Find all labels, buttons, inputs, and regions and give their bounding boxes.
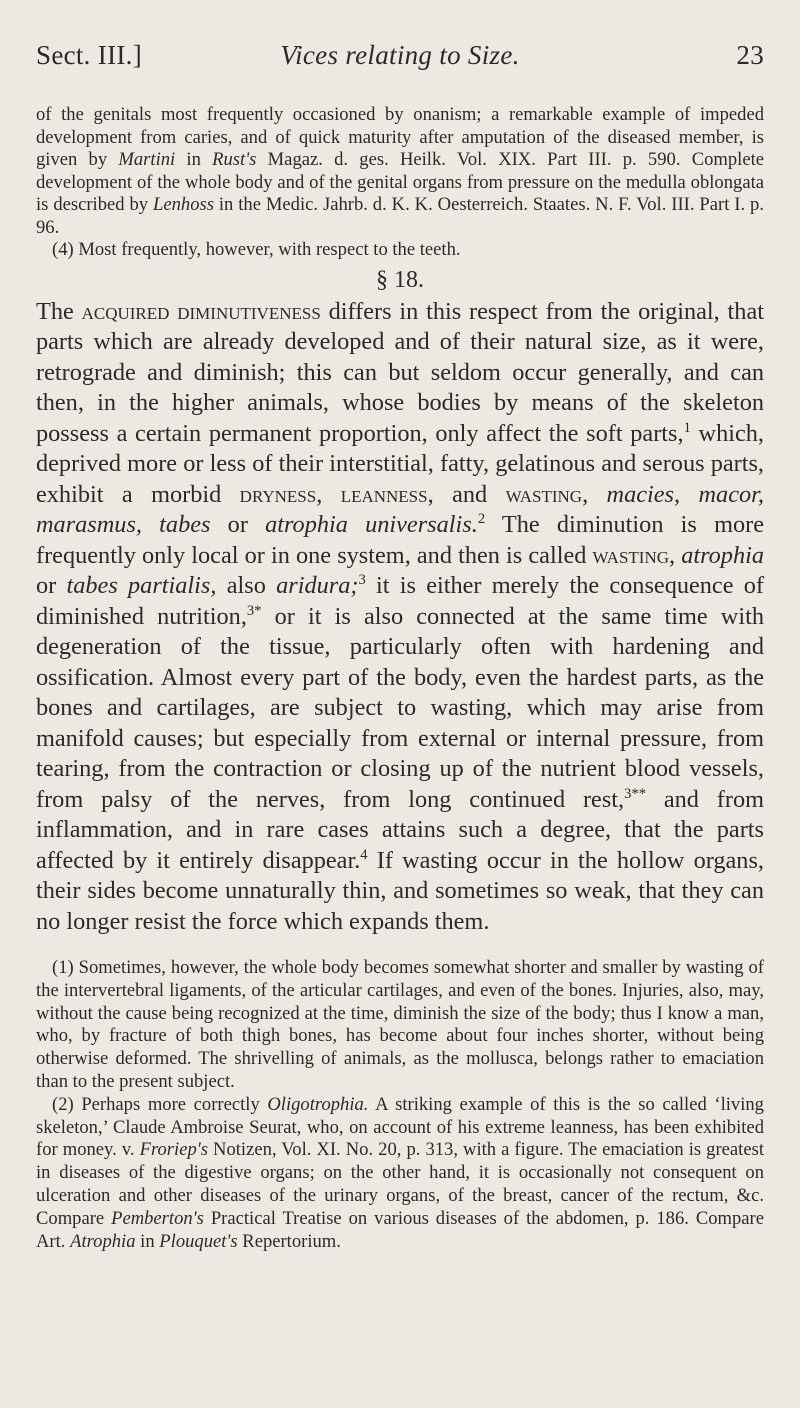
chapter-title: Vices relating to Size. xyxy=(280,40,520,70)
footnote-ref-3: 3 xyxy=(358,571,366,588)
footnotes xyxy=(36,957,764,1253)
main-paragraph: The acquired diminutiveness differs in this respect from the original, that parts which are already developed and of their natural size, as it were, retrograde and diminish; this can but seldom occur generally, and can then, in the higher animals, whose bodies by means of the skeleton possess a certain permanent proportion, only affect the soft parts,$^1$ which, deprived more or less of their interstitial, fatty, gelatinous and serous parts, exhibit a morbid dryness, leanness, and wasting, macies, macor, marasmus, tabes or atrophia universalis.$^2$ The diminution is more frequently only local or in one system, and then is called wasting, atrophia or tabes partialis, also aridura;$^3$ it is either merely the consequence of diminished nutrition,$^{3*}$ or it is also connected at the same time with degeneration of the tissue, particularly often with hardening and ossification. Almost every part of the body, even the hardest parts, as the bones and cartilages, are subject to wasting, which may arise from manifold causes; but especially from external or internal pressure, from tearing, from the contraction or closing up of the nutrient blood vessels, from palsy of the nerves, from long continued rest,$^{3**}$ and from inflammation, and in rare cases attains such a degree, that the parts affected by it entirely disappear.$^4$ If wasting occur in the hollow organs, their sides become unnaturally thin, and sometimes so weak, that they can no longer resist the force which expands them. xyxy=(36,297,765,935)
continued-footnotes xyxy=(36,104,764,262)
page-number: 23 xyxy=(736,40,764,70)
section-label: Sect. III.] xyxy=(36,40,143,70)
footnote-ref-3a: 3* xyxy=(246,602,262,619)
footnote-ref-4: 4 xyxy=(360,846,368,863)
running-head xyxy=(36,40,764,80)
section-heading: § 18. xyxy=(376,266,424,293)
footnote-ref-1: 1 xyxy=(683,419,691,436)
footnote-3-continued: of the genitals most frequently occasioned by onanism; a remarkable example of impeded development from caries, and of quick maturity after amputation of the diseased member, is given by Martini in Rust's Magaz. d. ges. Heilk. Vol. XIX. Part III. p. 590. Complete development of the whole body and of the genital organs from pressure on the medulla oblongata is described by Lenhoss in the Medic. Jahrb. d. K. K. Oesterreich. Staates. N. F. Vol. III. Part I. p. 96. xyxy=(36,104,765,238)
footnote-4: (4) Most frequently, however, with respect to the teeth. xyxy=(52,239,461,260)
footnote-1: (1) Sometimes, however, the whole body becomes somewhat shorter and smaller by wasting of the intervertebral ligaments, of the articular cartilages, and even of the bones. Injuries, also, may, without the cause being recognized at the time, diminish the size of the body; thus I know a man, who, by fracture of both thigh bones, has become about four inches shorter, without being otherwise deformed. The shrivelling of animals, as the mollusca, belongs rather to emaciation than to the present subject. xyxy=(36,957,764,1092)
footnote-ref-2: 2 xyxy=(477,510,486,527)
footnote-2: (2) Perhaps more correctly Oligotrophia. A striking example of this is the so called ‘living skeleton,’ Claude Ambroise Seurat, who, on account of his extreme leanness, has been exhibited for money. v. Froriep's Notizen, Vol. XI. No. 20, p. 313, with a figure. The emaciation is greatest in diseases of the digestive organs; on the other hand, it is occasionally not consequent on ulceration and other diseases of the urinary organs, of the breast, cancer of the rectum, &c. Compare Pemberton's Practical Treatise on various diseases of the abdomen, p. 186. Compare Art. Atrophia in Plouquet's Repertorium. xyxy=(36,1093,764,1252)
footnote-ref-3b: 3** xyxy=(624,785,646,802)
